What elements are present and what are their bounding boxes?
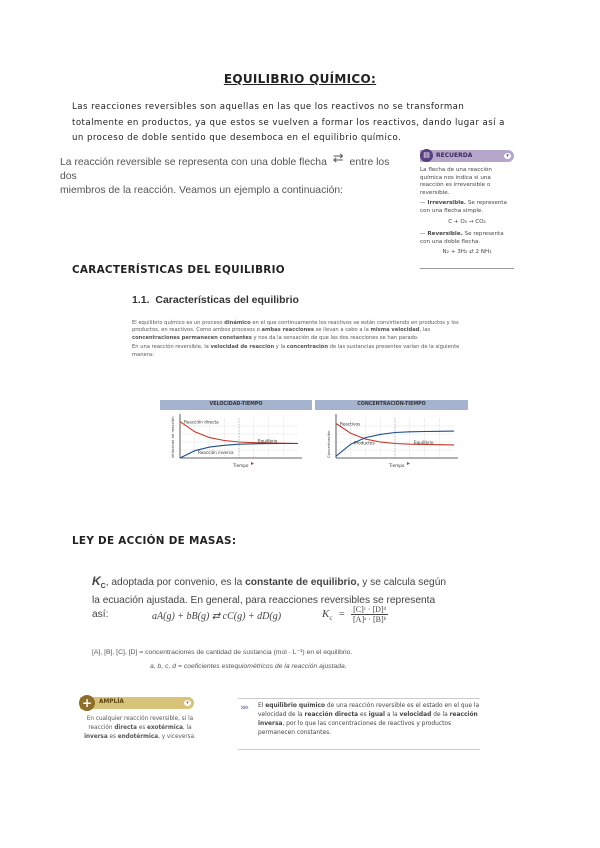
double-arrow-symbol: ⇄ <box>332 150 344 165</box>
recuerda-item-reversible: — Reversible. Se representa con una doble flecha. <box>420 231 504 245</box>
kc-denominator: [A]ᵃ · [B]ᵇ <box>353 615 387 624</box>
page-title: EQUILIBRIO QUÍMICO: <box>223 72 377 86</box>
series-label-1: Productos <box>354 440 375 446</box>
x-axis-label: Tiempo <box>233 463 249 468</box>
equilibrium-definition-text: El equilibrio químico de una reacción reversible es el estado en el que la velocidad de la reacción directa es igual a la velocidad de la reacción inversa, por lo que las concentraciones de reactivos y productos permanecen constantes. <box>258 703 480 736</box>
kc-fraction <box>351 605 388 624</box>
definition-concentrations: [A], [B], [C], [D] = concentraciones de cantidad de sustancia (mol · L⁻¹) en el equilibrio. <box>92 649 353 656</box>
book-icon: ▤ <box>420 149 433 162</box>
reversible-line1a: La reacción reversible se representa con una doble flecha <box>60 157 327 168</box>
reversible-paragraph <box>60 150 405 198</box>
x-axis-label: Tiempo <box>389 463 405 468</box>
arrow-marker-icon <box>407 462 410 465</box>
chevron-down-icon: ▾ <box>184 700 191 706</box>
recuerda-formula-2: N₂ + 3H₂ ⇄ 2 NH₃ <box>442 249 492 256</box>
intro-paragraph: Las reacciones reversibles son aquellas en las que los reactivos no se transforman totalmente en productos, ya que estos se vuelven a formar los reactivos, dando lugar así a un proceso de doble sentido que desemboca en el equilibrio químico. <box>72 102 505 143</box>
kc-formula-label: K <box>322 607 330 620</box>
recuerda-content <box>420 167 514 262</box>
equilibrium-label: Equilibrio <box>413 439 434 445</box>
amplia-box <box>80 697 194 777</box>
reversible-line1b: entre los dos <box>60 157 390 182</box>
panel-text <box>132 320 462 361</box>
definition-coefficients: a, b, c, d = coeficientes estequiométricos de la reacción ajustada. <box>150 663 347 670</box>
recuerda-header <box>420 150 514 162</box>
chevron-down-icon: ▾ <box>504 153 511 159</box>
kc-numerator: [C]ᶜ · [D]ᵈ <box>353 605 387 614</box>
section-heading-ley: LEY DE ACCIÓN DE MASAS: <box>72 535 237 547</box>
series-label-1: Reacción inversa <box>198 450 234 456</box>
recuerda-label: RECUERDA <box>436 152 473 159</box>
double-chevron-icon: »» <box>240 703 248 713</box>
section-heading-caracteristicas: CARACTERÍSTICAS DEL EQUILIBRIO <box>72 264 285 276</box>
kc-paragraph: $K_C$, adoptada por convenio, es la constante de equilibrio, y se calcula según la ecuación ajustada. En general, para reacciones reversibles se representa así: <box>92 574 447 621</box>
recuerda-box <box>420 150 514 269</box>
general-equation: aA(g) + bB(g) ⇄ cC(g) + dD(g) <box>152 611 282 622</box>
equilibrium-graphs <box>160 400 468 476</box>
y-axis-label: Velocidad de reacción <box>170 416 175 458</box>
panel-paragraph-1: El equilibrio químico es un proceso dinámico en el que continuamente los reactivos se están convirtiendo en productos y los productos, en reactivos. Como ambos procesos o ambas reacciones se llevan a cabo a la misma velocidad, las concentraciones permanecen constantes y nos da la sensación de que las dos reacciones se han parado. <box>132 320 459 341</box>
graph-header-concentracion: CONCENTRACIÓN-TIEMPO <box>315 400 468 410</box>
recuerda-intro: La flecha de una reacción química nos indica si una reacción es irreversible o reversible. <box>420 167 492 196</box>
graphs-svg <box>160 400 468 476</box>
plus-icon: + <box>79 695 95 711</box>
y-axis-label: Concentración <box>326 430 331 458</box>
amplia-header <box>80 697 194 709</box>
series-label-0: Reactivos <box>340 421 361 427</box>
equilibrium-label: Equilibrio <box>257 438 278 444</box>
panel-heading-number: 1.1. <box>132 294 150 306</box>
reversible-line2: miembros de la reacción. Veamos un ejemplo a continuación: <box>60 185 344 196</box>
panel-paragraph-2: En una reacción reversible, la velocidad de reacción y la concentración de las sustancias presentes varían de la siguiente manera: <box>132 344 460 358</box>
graph-header-velocidad: VELOCIDAD-TIEMPO <box>160 400 312 410</box>
amplia-text: En cualquier reacción reversible, si la reacción directa es exotérmica, la inversa es endotérmica, y viceversa. <box>84 716 196 740</box>
series-label-0: Reacción directa <box>184 419 219 425</box>
textbook-panel <box>122 286 468 416</box>
recuerda-formula-1: C + O₂ → CO₂ <box>448 218 486 225</box>
kc-formula: $K_c$ = $\frac{\text{[C]ᶜ · [D]ᵈ}}{\text{[A]ᵃ · [B]ᵇ}}$ <box>322 605 387 624</box>
recuerda-item-irreversible: — Irreversible. Se representa con una flecha simple. <box>420 200 507 214</box>
arrow-marker-icon <box>251 462 254 465</box>
panel-heading <box>132 294 299 306</box>
panel-heading-text: Características del equilibrio <box>155 294 299 306</box>
amplia-label: AMPLÍA <box>99 699 124 705</box>
equilibrium-definition-box <box>238 698 480 750</box>
kc-symbol: $K_C$ <box>92 574 106 591</box>
